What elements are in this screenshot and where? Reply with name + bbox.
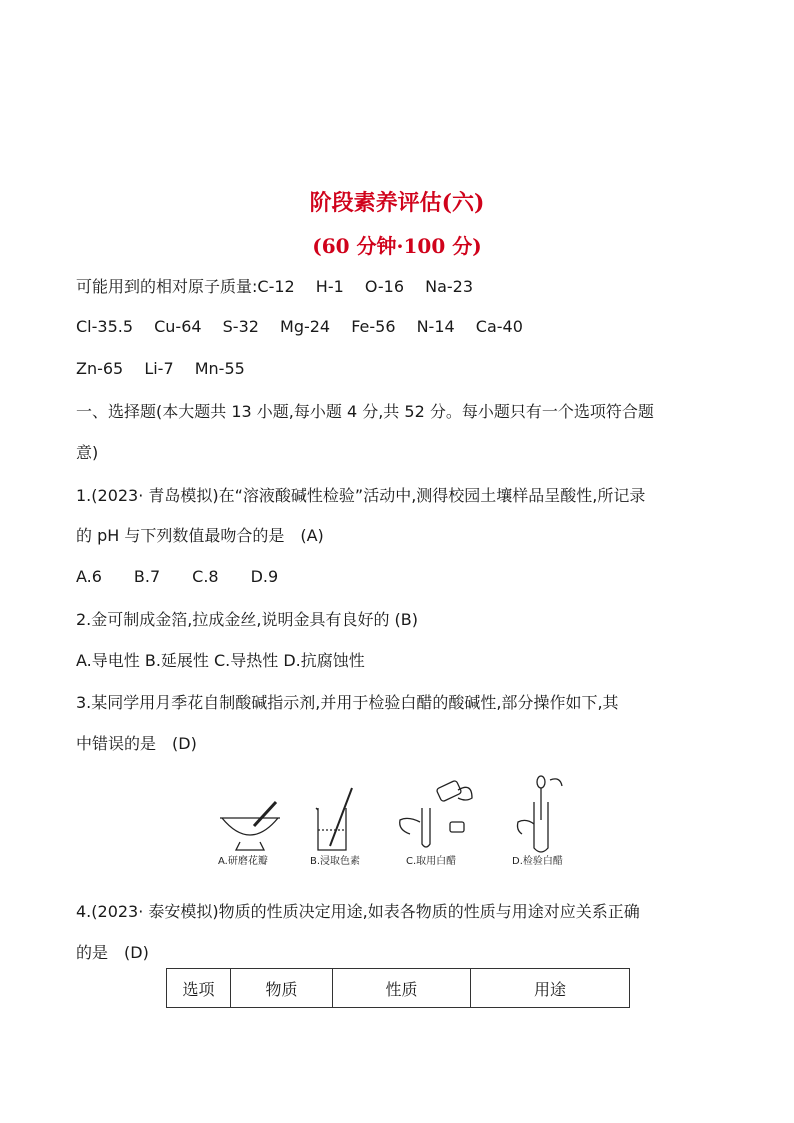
figure-caption-d: D.检验白醋 [512, 856, 563, 867]
q2-options: A.导电性 B.延展性 C.导热性 D.抗腐蚀性 [76, 651, 365, 670]
table-header-row [167, 969, 630, 1008]
q1-stem-cont: 的 pH 与下列数值最吻合的是 (A) [76, 526, 324, 545]
table-header-property: 性质 [333, 969, 471, 1008]
atomic-mass-line-3: Zn-65 Li-7 Mn-55 [76, 359, 245, 378]
q4-stem-cont: 的是 (D) [76, 943, 149, 962]
table-header-substance: 物质 [231, 969, 333, 1008]
dropper-illustration [518, 776, 563, 852]
page-subtitle: (60 分钟·100 分) [312, 234, 482, 258]
q4-stem: 4.(2023· 泰安模拟)物质的性质决定用途,如表各物质的性质与用途对应关系正确 [76, 902, 640, 921]
q2-stem: 2.金可制成金箔,拉成金丝,说明金具有良好的 (B) [76, 610, 418, 629]
q3-stem: 3.某同学用月季花自制酸碱指示剂,并用于检验白醋的酸碱性,部分操作如下,其 [76, 693, 619, 712]
atomic-mass-line-2: Cl-35.5 Cu-64 S-32 Mg-24 Fe-56 N-14 Ca-40 [76, 317, 523, 336]
atomic-mass-line-1: 可能用到的相对原子质量:C-12 H-1 O-16 Na-23 [76, 277, 474, 296]
figure-caption-a: A.研磨花瓣 [218, 856, 268, 867]
section-heading-cont: 意) [76, 443, 99, 462]
mortar-pestle-illustration [220, 802, 280, 850]
table-header-use: 用途 [471, 969, 630, 1008]
q1-options: A.6 B.7 C.8 D.9 [76, 567, 279, 586]
q4-table [166, 968, 630, 1008]
table-header-option: 选项 [167, 969, 231, 1008]
page-title: 阶段素养评估(六) [309, 190, 485, 216]
beaker-illustration [316, 788, 352, 850]
section-heading: 一、选择题(本大题共 13 小题,每小题 4 分,共 52 分。每小题只有一个选项符合题 [76, 402, 654, 421]
q3-stem-cont: 中错误的是 (D) [76, 734, 197, 753]
q3-figure [210, 772, 590, 872]
pouring-illustration [400, 780, 472, 847]
figure-caption-b: B.浸取色素 [310, 856, 361, 867]
figure-caption-c: C.取用白醋 [406, 856, 457, 867]
q1-stem: 1.(2023· 青岛模拟)在“溶液酸碱性检验”活动中,测得校园土壤样品呈酸性,所记录 [76, 486, 646, 505]
